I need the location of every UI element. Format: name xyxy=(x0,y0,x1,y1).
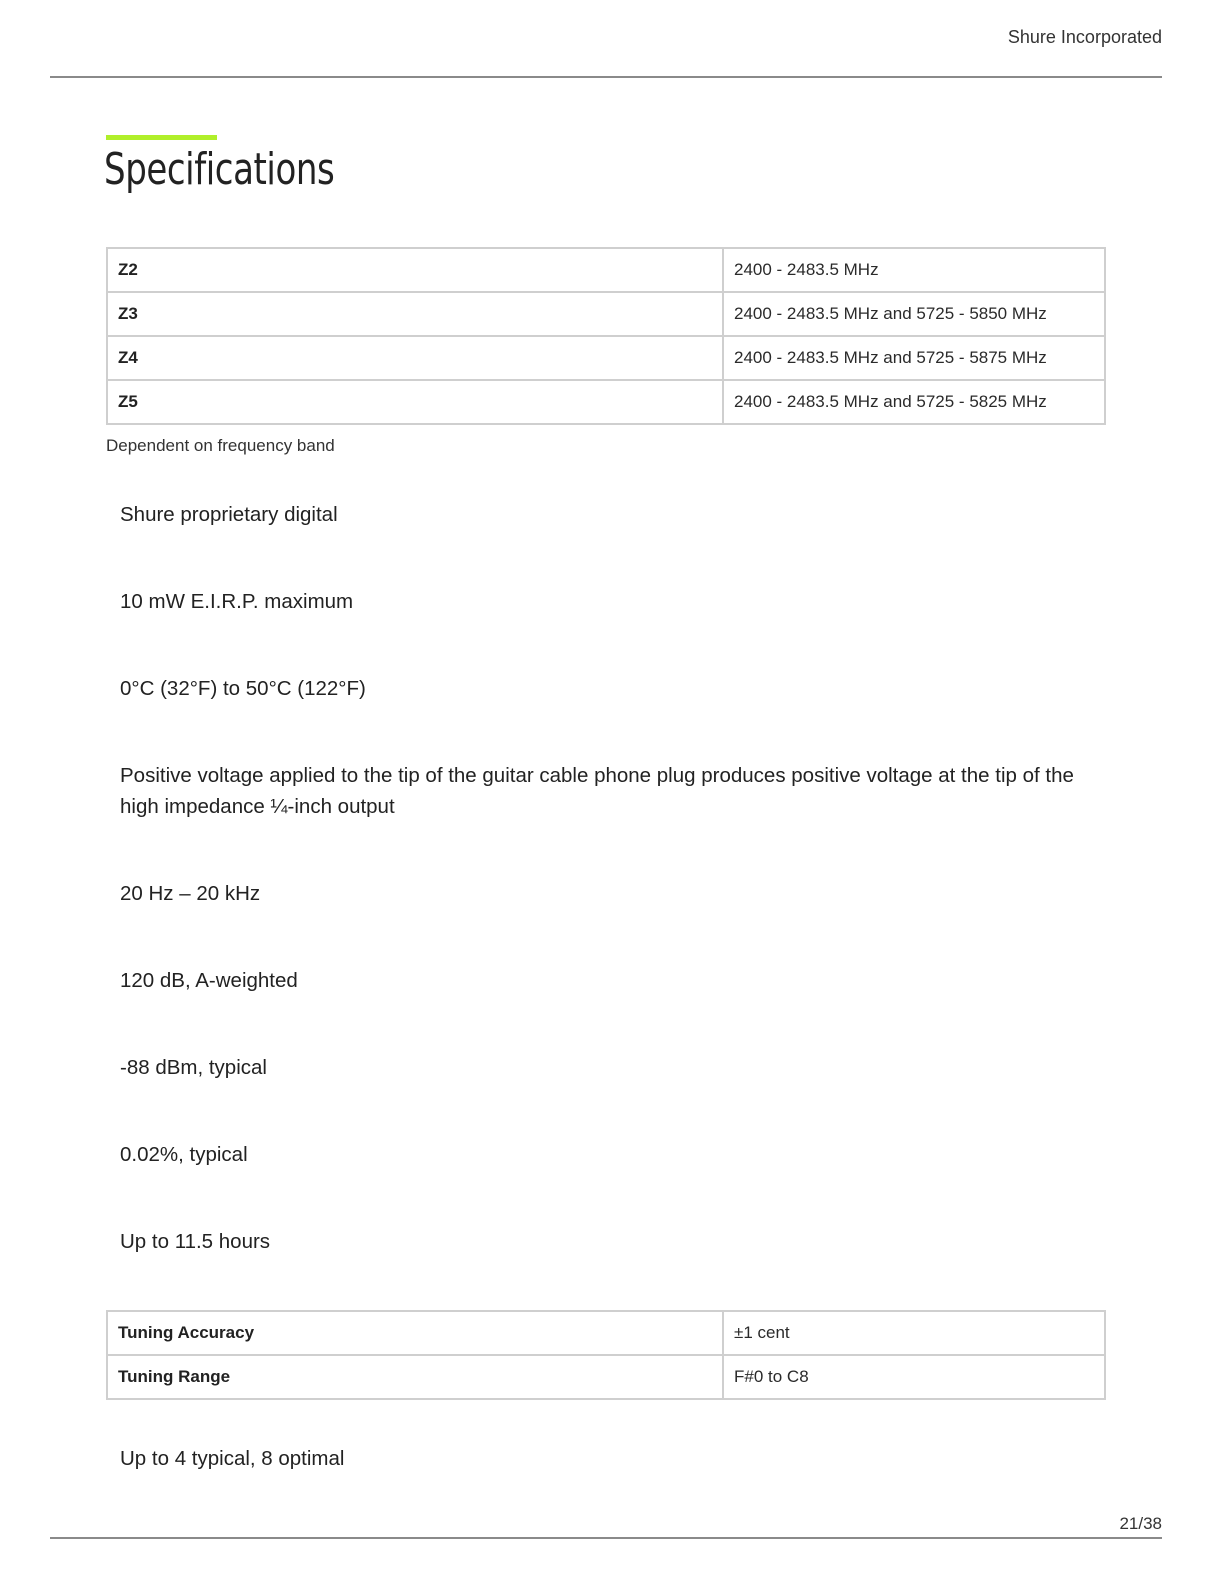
table-row xyxy=(107,336,1105,380)
spec-battery-life: Up to 11.5 hours xyxy=(120,1230,271,1253)
table-cell-key: Z2 xyxy=(107,248,723,292)
table-cell-key: Tuning Range xyxy=(107,1355,723,1399)
spec-polarity: Positive voltage applied to the tip of the guitar cable phone plug produces positive voltage at the tip of the high impedance ¼-inch output xyxy=(120,764,1074,818)
page-title: Specifications xyxy=(104,144,335,195)
table-cell-value: ±1 cent xyxy=(723,1311,1105,1355)
footer-divider xyxy=(50,1537,1162,1539)
table-cell-key: Z3 xyxy=(107,292,723,336)
table-row xyxy=(107,380,1105,424)
table-row xyxy=(107,248,1105,292)
table-cell-value: 2400 - 2483.5 MHz and 5725 - 5825 MHz xyxy=(723,380,1105,424)
spec-dynamic-range: 120 dB, A-weighted xyxy=(120,969,298,992)
header-divider xyxy=(50,76,1162,78)
table-row xyxy=(107,292,1105,336)
table-cell-value: 2400 - 2483.5 MHz xyxy=(723,248,1105,292)
frequency-band-table xyxy=(106,247,1106,425)
spec-thd: 0.02%, typical xyxy=(120,1143,248,1166)
table-cell-key: Z4 xyxy=(107,336,723,380)
page-number: 21/38 xyxy=(1119,1514,1162,1533)
table-row xyxy=(107,1355,1105,1399)
table-cell-value: F#0 to C8 xyxy=(723,1355,1105,1399)
header-company-name: Shure Incorporated xyxy=(1007,27,1162,47)
spec-frequency-response: 20 Hz – 20 kHz xyxy=(120,882,261,905)
spec-modulation: Shure proprietary digital xyxy=(120,503,338,526)
table-cell-key: Z5 xyxy=(107,380,723,424)
spec-compatible-systems: Up to 4 typical, 8 optimal xyxy=(120,1447,345,1470)
table-row xyxy=(107,1311,1105,1355)
spec-sensitivity: -88 dBm, typical xyxy=(120,1056,267,1079)
title-accent-bar xyxy=(106,135,217,140)
spec-rf-power: 10 mW E.I.R.P. maximum xyxy=(120,590,354,613)
tuner-table xyxy=(106,1310,1106,1400)
table-cell-key: Tuning Accuracy xyxy=(107,1311,723,1355)
table-cell-value: 2400 - 2483.5 MHz and 5725 - 5850 MHz xyxy=(723,292,1105,336)
table-cell-value: 2400 - 2483.5 MHz and 5725 - 5875 MHz xyxy=(723,336,1105,380)
spec-operating-temperature: 0°C (32°F) to 50°C (122°F) xyxy=(120,677,366,700)
frequency-table-note: Dependent on frequency band xyxy=(106,436,335,455)
